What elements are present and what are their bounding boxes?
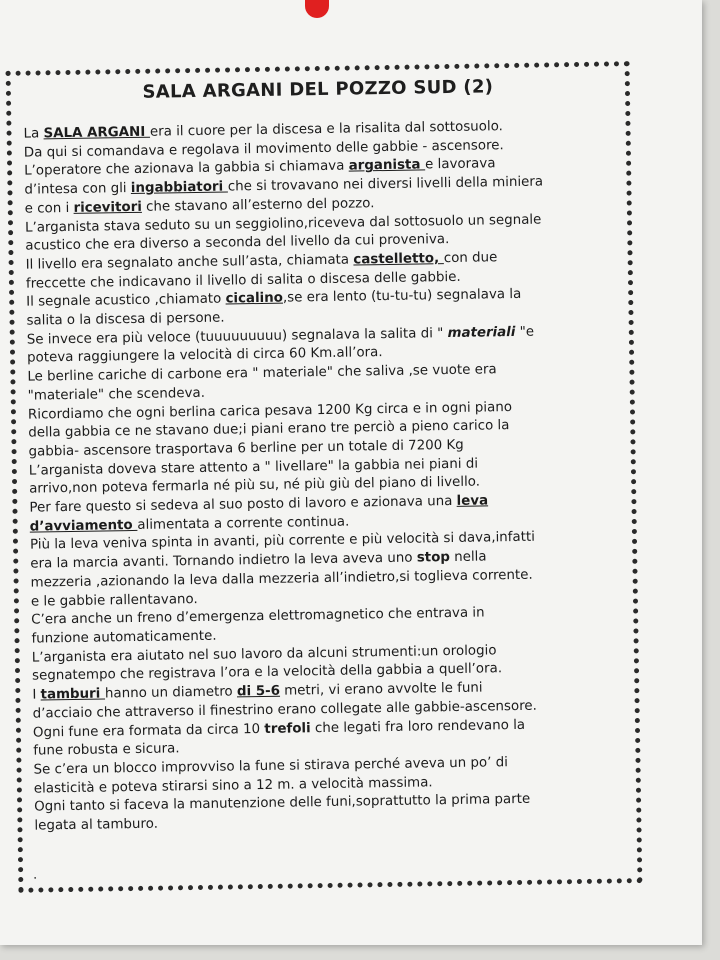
text-segment: acustico che era diverso a seconda del livello da cui proveniva. xyxy=(25,232,450,254)
text-segment: Da qui si comandava e regolava il movimento delle gabbie - ascensore. xyxy=(23,137,504,161)
highlighted-term: castelletto, xyxy=(353,251,444,268)
highlighted-term: tamburi xyxy=(40,686,106,703)
end-mark: . xyxy=(33,867,38,882)
highlighted-term: d’avviamento xyxy=(29,517,138,535)
text-segment: C’era anche un freno d’emergenza elettromagnetico che entrava in xyxy=(31,605,485,628)
text-segment: mezzeria ,azionando la leva dalla mezzeria all’indietro,si toglieva corrente. xyxy=(30,567,533,591)
text-segment: L’arganista stava seduto su un seggiolino,riceveva dal sottosuolo un segnale xyxy=(24,212,542,236)
text-segment: d’intesa con gli xyxy=(24,181,131,198)
page-title: SALA ARGANI DEL POZZO SUD (2) xyxy=(142,76,494,103)
text-segment: e lavorava xyxy=(424,156,496,173)
dotted-frame xyxy=(6,61,643,893)
text-segment: ,se era lento (tu-tu-tu) segnalava la xyxy=(282,287,522,306)
text-segment: hanno un diametro xyxy=(104,684,238,702)
text-segment: freccette che indicavano il livello di salita o discesa delle gabbie. xyxy=(25,269,461,292)
text-segment: che si trovavano nei diversi livelli della miniera xyxy=(227,174,544,195)
highlighted-term: cicalino xyxy=(225,290,284,307)
text-segment: con due xyxy=(443,250,498,267)
text-segment: metri, vi erano avvolte le funi xyxy=(279,680,483,699)
text-segment: e con i xyxy=(24,200,74,217)
highlighted-term: stop xyxy=(416,550,451,566)
text-segment: Per fare questo si sedeva al suo posto di lavoro e azionava una xyxy=(29,493,457,516)
text-segment: Se c’era un blocco improvviso la fune si stirava perché aveva un po’ di xyxy=(33,755,509,778)
text-segment: d’acciaio che attraverso il finestrino erano collegate alle gabbie-ascensore. xyxy=(32,698,537,722)
text-segment: funzione automaticamente. xyxy=(31,628,217,647)
body-text xyxy=(23,116,628,836)
text-segment: Le berline cariche di carbone era " materiale" che saliva ,se vuote era xyxy=(27,362,497,385)
highlighted-term: SALA ARGANI xyxy=(43,124,151,142)
text-segment: Ogni tanto si faceva la manutenzione delle funi,soprattutto la prima parte xyxy=(34,792,531,815)
text-segment: I xyxy=(32,687,41,703)
text-segment: "e xyxy=(515,324,535,340)
highlighted-term: ingabbiatori xyxy=(130,179,228,197)
text-segment: legata al tamburo. xyxy=(34,816,159,834)
text-segment: fune robusta e sicura. xyxy=(33,741,180,759)
text-segment: elasticità e poteva stirarsi sino a 12 m. a velocità massima. xyxy=(33,774,433,797)
text-segment: nella xyxy=(449,549,487,566)
pushpin xyxy=(305,0,329,18)
text-segment: alimentata a corrente continua. xyxy=(137,514,350,533)
text-segment: L’arganista doveva stare attento a " livellare" la gabbia nei piani di xyxy=(28,456,479,479)
text-segment: salita o la discesa di persone. xyxy=(26,310,225,329)
highlighted-term: trefoli xyxy=(264,720,311,737)
text-segment: L’arganista era aiutato nel suo lavoro da alcuni strumenti:un orologio xyxy=(31,643,497,666)
highlighted-term: ricevitori xyxy=(73,199,142,216)
text-segment: era il cuore per la discesa e la risalita dal sottosuolo. xyxy=(149,119,503,140)
text-segment: arrivo,non poteva fermarla né più su, né più giù del piano di livello. xyxy=(29,474,481,497)
text-segment: Il livello era segnalato anche sull’asta, chiamata xyxy=(25,252,354,273)
highlighted-term: di 5-6 xyxy=(236,683,281,700)
text-segment: Se invece era più veloce (tuuuuuuuuu) segnalava la salita di " xyxy=(26,325,448,348)
highlighted-term: leva xyxy=(456,493,489,509)
text-segment: che stavano all’esterno del pozzo. xyxy=(141,195,375,215)
text-segment: gabbia- ascensore trasportava 6 berline per un totale di 7200 Kg xyxy=(28,437,464,460)
text-segment: che legati fra loro rendevano la xyxy=(310,717,526,736)
text-segment: della gabbia ce ne stavano due;i piani erano tre perciò a pieno carico la xyxy=(28,418,510,441)
text-segment: Ricordiamo che ogni berlina carica pesava 1200 Kg circa e in ogni piano xyxy=(27,399,513,423)
text-segment: La xyxy=(23,126,44,142)
text-segment: e le gabbie rallentavano. xyxy=(30,591,198,610)
text-segment: Ogni fune era formata da circa 10 xyxy=(32,721,265,741)
highlighted-term: materiali xyxy=(447,324,516,341)
text-segment: Più la leva veniva spinta in avanti, più corrente e più velocità si dava,infatti xyxy=(29,530,535,554)
text-segment: "materiale" che scendeva. xyxy=(27,385,206,404)
text-segment: era la marcia avanti. Tornando indietro la leva aveva uno xyxy=(30,550,417,572)
highlighted-term: arganista xyxy=(348,157,426,174)
text-segment: poteva raggiungere la velocità di circa 60 Km.all’ora. xyxy=(26,345,383,367)
text-segment: segnatempo che registrava l’ora e la velocità della gabbia a quell’ora. xyxy=(31,661,503,684)
text-segment: Il segnale acustico ,chiamato xyxy=(26,291,226,310)
text-segment: L’operatore che azionava la gabbia si chiamava xyxy=(24,158,349,180)
